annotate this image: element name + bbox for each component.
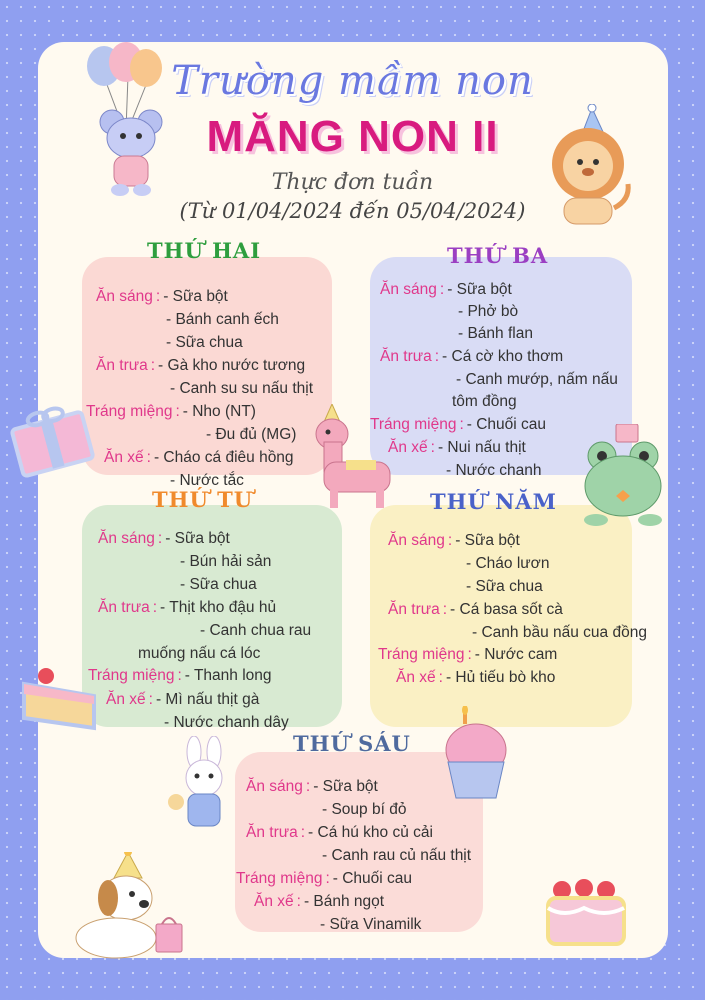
meal-label: Ăn trưa <box>98 599 150 616</box>
meal-separator: : <box>148 691 153 708</box>
dish-text: Sữa chua <box>189 576 257 593</box>
heading-tuesday: THỨ BA <box>447 243 549 268</box>
meal-label: Ăn trưa <box>246 824 298 841</box>
menu-line: - Sữa chua <box>180 576 257 593</box>
dish-text: Nước cam <box>484 646 558 663</box>
menu-line: - Cháo lươn <box>466 555 550 572</box>
dish-text: Đu đủ (MG) <box>215 426 297 443</box>
dish-text: Bún hải sản <box>189 553 272 570</box>
frog-icon <box>578 424 668 528</box>
cake-slice-icon <box>18 666 98 738</box>
meal-separator: : <box>442 601 448 618</box>
menu-line: Tráng miệng : - Nước cam <box>378 646 558 663</box>
meal-label: Ăn sáng <box>388 532 445 549</box>
menu-line: - Sữa Vinamilk <box>320 916 422 933</box>
meal-label: Ăn trưa <box>96 357 148 374</box>
menu-line: Ăn trưa : - Cá cờ kho thơm <box>380 348 564 365</box>
meal-separator: : <box>155 288 161 305</box>
menu-line: Ăn trưa : - Gà kho nước tương <box>96 357 306 374</box>
dish-text: Gà kho nước tương <box>167 357 306 374</box>
meal-label: Ăn xế <box>254 893 294 910</box>
menu-line: Ăn sáng : - Sữa bột <box>380 281 512 298</box>
meal-separator: : <box>296 893 301 910</box>
dish-text: tôm đồng <box>452 393 517 410</box>
dish-text: Mì nấu thịt gà <box>165 691 260 708</box>
meal-separator: : <box>300 824 306 841</box>
menu-line: Ăn xế : - Hủ tiếu bò kho <box>396 669 556 686</box>
meal-label: Ăn sáng <box>96 288 153 305</box>
dish-text: Sữa Vinamilk <box>329 916 422 933</box>
dish-text: Sữa bột <box>174 530 230 547</box>
menu-line: Ăn xế : - Nui nấu thịt <box>388 439 526 456</box>
dish-text: Nui nấu thịt <box>447 439 526 456</box>
mouse-icon <box>96 108 166 198</box>
meal-separator: : <box>175 403 180 420</box>
cake-icon <box>544 878 630 950</box>
menu-line: Ăn xế : - Mì nấu thịt gà <box>106 691 260 708</box>
meal-label: Ăn trưa <box>388 601 440 618</box>
menu-line: - Bún hải sản <box>180 553 272 570</box>
dish-text: Cá cờ kho thơm <box>451 348 564 365</box>
dog-icon <box>62 852 186 962</box>
meal-label: Ăn xế <box>106 691 146 708</box>
dish-text: Nước chanh <box>455 462 542 479</box>
menu-line: Ăn trưa : - Thịt kho đậu hủ <box>98 599 277 616</box>
menu-line: - Nước chanh dây <box>164 714 289 731</box>
meal-label: Tráng miệng <box>88 667 175 684</box>
dish-text: Canh mướp, nấm nấu <box>465 371 618 388</box>
meal-separator: : <box>177 667 182 684</box>
heading-monday: THỨ HAI <box>147 238 262 263</box>
menu-line: Ăn xế : - Bánh ngọt <box>254 893 385 910</box>
menu-line: - Canh rau củ nấu thịt <box>322 847 472 864</box>
school-title: Trường mầm non <box>171 58 534 104</box>
dish-text: Sữa bột <box>322 778 378 795</box>
meal-separator: : <box>150 357 156 374</box>
dish-text: Chuối cau <box>342 870 413 887</box>
heading-friday: THỨ SÁU <box>293 731 411 756</box>
menu-line: Tráng miệng : - Chuối cau <box>370 416 547 433</box>
dish-text: Bánh ngọt <box>313 893 385 910</box>
meal-separator: : <box>146 449 151 466</box>
menu-line: Ăn xế : - Cháo cá điêu hồng <box>104 449 294 466</box>
meal-separator: : <box>434 348 440 365</box>
meal-separator: : <box>430 439 435 456</box>
menu-line: - Canh chua rau <box>200 622 312 639</box>
menu-line: - Nước tắc <box>170 472 244 489</box>
menu-line: - Canh bầu nấu cua đồng <box>472 624 647 641</box>
meal-separator: : <box>325 870 330 887</box>
dish-text: Cá basa sốt cà <box>459 601 563 618</box>
menu-line: Ăn sáng : - Sữa bột <box>98 530 230 547</box>
meal-separator: : <box>467 646 472 663</box>
menu-line: Tráng miệng : - Thanh long <box>88 667 272 684</box>
meal-label: Ăn sáng <box>380 281 437 298</box>
date-range: (Từ 01/04/2024 đến 05/04/2024) <box>179 199 526 223</box>
meal-separator: : <box>439 281 445 298</box>
gift-icon <box>6 402 98 482</box>
dish-text: Soup bí đỏ <box>331 801 407 818</box>
menu-line: - Soup bí đỏ <box>322 801 407 818</box>
meal-label: Ăn xế <box>388 439 428 456</box>
dish-text: Sữa chua <box>175 334 243 351</box>
menu-line: - Bánh canh ếch <box>166 311 279 328</box>
bunny-icon <box>164 736 244 836</box>
menu-line: - Sữa chua <box>166 334 243 351</box>
menu-line: - Phở bò <box>458 303 519 320</box>
menu-line: - Canh mướp, nấm nấu <box>456 371 618 388</box>
dish-text: Nước tắc <box>179 472 244 489</box>
meal-separator: : <box>152 599 158 616</box>
dish-text: Thịt kho đậu hủ <box>169 599 277 616</box>
school-name: MĂNG NON II <box>206 112 499 161</box>
menu-line: Ăn sáng : - Sữa bột <box>388 532 520 549</box>
menu-line: Tráng miệng : - Nho (NT) <box>86 403 256 420</box>
llama-icon <box>302 404 398 514</box>
menu-title: Thực đơn tuần <box>271 170 434 195</box>
menu-line: - Sữa chua <box>466 578 543 595</box>
meal-separator: : <box>157 530 163 547</box>
meal-label: Ăn sáng <box>98 530 155 547</box>
meal-separator: : <box>459 416 464 433</box>
meal-label: Tráng miệng <box>236 870 323 887</box>
meal-label: Ăn trưa <box>380 348 432 365</box>
meal-separator: : <box>438 669 443 686</box>
dish-text: Bánh canh ếch <box>175 311 279 328</box>
menu-line: Ăn sáng : - Sữa bột <box>246 778 378 795</box>
meal-label: Ăn xế <box>396 669 436 686</box>
meal-label: Tráng miệng <box>86 403 173 420</box>
dish-text: muống nấu cá lóc <box>138 645 261 662</box>
dish-text: Canh rau củ nấu thịt <box>331 847 472 864</box>
dish-text: Chuối cau <box>476 416 547 433</box>
menu-line <box>138 644 260 664</box>
menu-line: - Bánh flan <box>458 325 533 342</box>
menu-line: - Canh su su nấu thịt <box>170 380 314 397</box>
dish-text: Cá hú kho củ cải <box>317 824 433 841</box>
dish-text: Canh su su nấu thịt <box>179 380 314 397</box>
menu-line: Ăn trưa : - Cá basa sốt cà <box>388 601 563 618</box>
dish-text: Phở bò <box>467 303 519 320</box>
dish-text: Sữa bột <box>464 532 520 549</box>
dish-text: Nước chanh dây <box>173 714 289 731</box>
dish-text: Cháo cá điêu hồng <box>163 449 294 466</box>
heading-thursday: THỨ NĂM <box>430 489 557 514</box>
dish-text: Canh chua rau <box>209 622 312 639</box>
dish-text: Bánh flan <box>467 325 533 342</box>
dish-text: Nho (NT) <box>192 403 256 420</box>
menu-line: - Đu đủ (MG) <box>206 426 297 443</box>
menu-line <box>452 392 517 412</box>
dish-text: Sữa chua <box>475 578 543 595</box>
dish-text: Canh bầu nấu cua đồng <box>481 624 647 641</box>
meal-separator: : <box>305 778 311 795</box>
meal-label: Ăn sáng <box>246 778 303 795</box>
dish-text: Hủ tiếu bò kho <box>455 669 556 686</box>
lion-icon <box>544 104 636 228</box>
dish-text: Sữa bột <box>172 288 228 305</box>
dish-text: Cháo lươn <box>475 555 550 572</box>
menu-line: Ăn sáng : - Sữa bột <box>96 288 228 305</box>
cupcake-icon <box>440 706 510 802</box>
meal-label: Tráng miệng <box>378 646 465 663</box>
meal-label: Ăn xế <box>104 449 144 466</box>
meal-separator: : <box>447 532 453 549</box>
menu-line: Tráng miệng : - Chuối cau <box>236 870 413 887</box>
menu-line: Ăn trưa : - Cá hú kho củ cải <box>246 824 433 841</box>
dish-text: Thanh long <box>193 667 272 684</box>
meal-label: Tráng miệng <box>370 416 457 433</box>
dish-text: Sữa bột <box>456 281 512 298</box>
menu-line: - Nước chanh <box>446 462 542 479</box>
heading-wednesday: THỨ TƯ <box>152 487 254 512</box>
